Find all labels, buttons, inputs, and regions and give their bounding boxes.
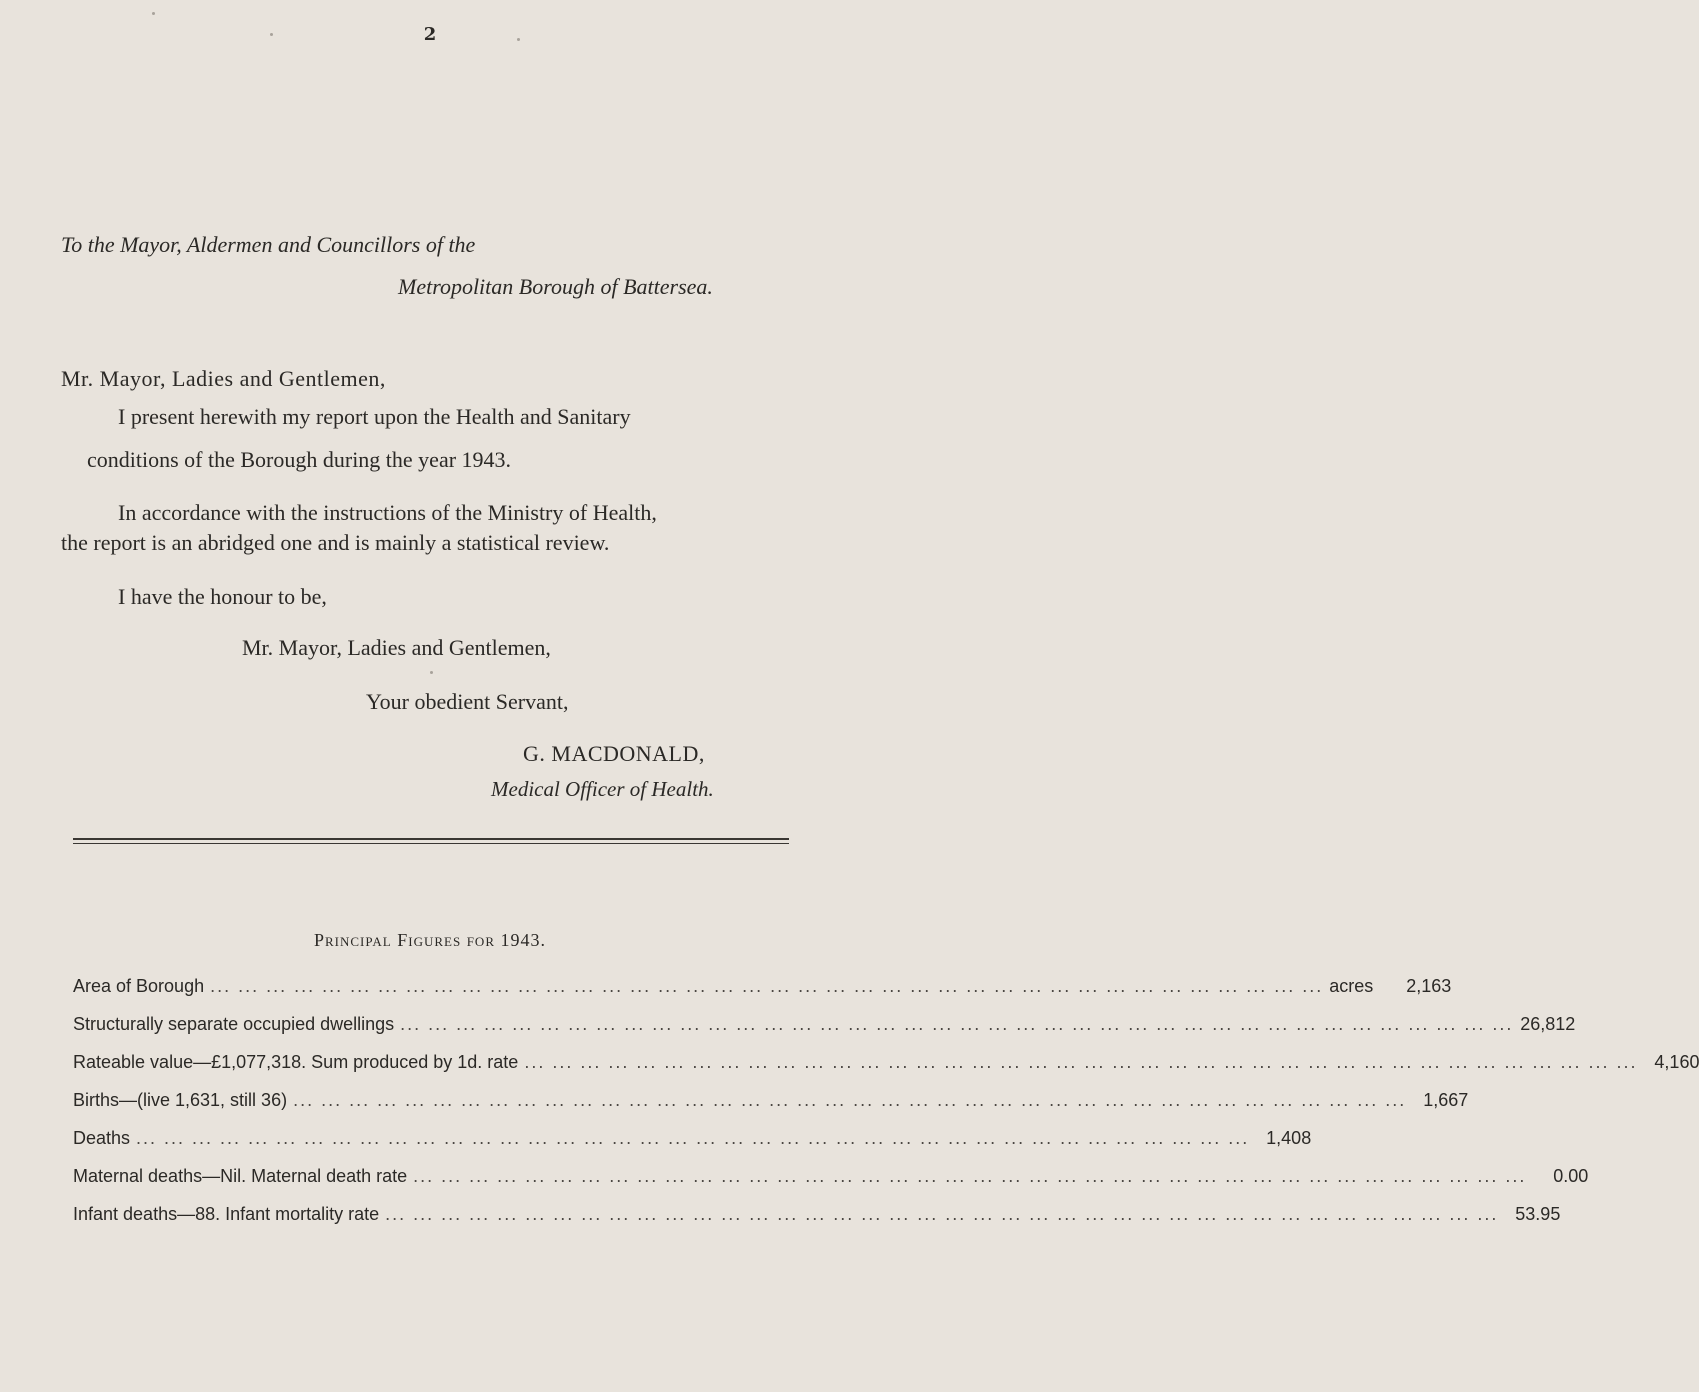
paragraph-1-line-2: conditions of the Borough during the year 1943. bbox=[87, 447, 512, 472]
paper-speck bbox=[152, 12, 155, 15]
figure-label: Infant deaths—88. Infant mortality rate bbox=[73, 1204, 380, 1224]
figure-value: 26,812 bbox=[1520, 1014, 1576, 1034]
figure-value: 53.95 bbox=[1515, 1204, 1561, 1224]
paper-speck bbox=[517, 38, 520, 41]
paragraph-1-line-1: I present herewith my report upon the Health and Sanitary bbox=[118, 404, 631, 429]
signature-name: G. MACDONALD, bbox=[523, 741, 705, 766]
figure-row bbox=[73, 1128, 1312, 1166]
figure-value: 0.00 bbox=[1553, 1166, 1589, 1186]
figure-label: Maternal deaths—Nil. Maternal death rate bbox=[73, 1166, 408, 1186]
dot-leader: ... ... ... ... ... ... ... ... ... ... ... ... ... ... ... ... ... ... ... ... ... ... ... ... ... ... ... ... ... ... ... ... ... ... ... ... ... ... ... ... bbox=[413, 1166, 1527, 1186]
figures-table bbox=[73, 976, 1699, 1242]
figure-row bbox=[73, 1166, 1589, 1204]
page-number: 2 bbox=[423, 24, 437, 45]
closing-servant: Your obedient Servant, bbox=[366, 689, 569, 714]
officer-title: Medical Officer of Health. bbox=[491, 777, 714, 801]
figures-heading: Principal Figures for 1943. bbox=[313, 930, 546, 950]
dot-leader: ... ... ... ... ... ... ... ... ... ... ... ... ... ... ... ... ... ... ... ... ... ... ... ... ... ... ... ... ... ... ... ... ... ... ... ... ... ... ... ... bbox=[136, 1128, 1250, 1148]
figure-label: Births—(live 1,631, still 36) bbox=[73, 1090, 288, 1110]
figure-row bbox=[73, 1052, 1699, 1090]
figure-row bbox=[73, 976, 1452, 1014]
figure-value: 2,163 bbox=[1406, 976, 1452, 996]
figure-value: 4,160 bbox=[1654, 1052, 1699, 1072]
closing-salutation: Mr. Mayor, Ladies and Gentlemen, bbox=[242, 635, 551, 660]
figure-row bbox=[73, 1090, 1469, 1128]
figure-label: Rateable value—£1,077,318. Sum produced by 1d. rate bbox=[73, 1052, 519, 1072]
dot-leader: ... ... ... ... ... ... ... ... ... ... ... ... ... ... ... ... ... ... ... ... ... ... ... ... ... ... ... ... ... ... ... ... ... ... ... ... ... ... ... ... bbox=[400, 1014, 1514, 1034]
paper-speck bbox=[270, 33, 273, 36]
paragraph-2-line-2: the report is an abridged one and is mainly a statistical review. bbox=[61, 530, 610, 555]
divider-rule-thick bbox=[73, 838, 789, 840]
dot-leader: ... ... ... ... ... ... ... ... ... ... ... ... ... ... ... ... ... ... ... ... ... ... ... ... ... ... ... ... ... ... ... ... ... ... ... ... ... ... ... ... bbox=[210, 976, 1324, 996]
figure-label: Area of Borough bbox=[73, 976, 205, 996]
dot-leader: ... ... ... ... ... ... ... ... ... ... ... ... ... ... ... ... ... ... ... ... ... ... ... ... ... ... ... ... ... ... ... ... ... ... ... ... ... ... ... ... bbox=[385, 1204, 1499, 1224]
paragraph-3: I have the honour to be, bbox=[118, 584, 327, 609]
paper-speck bbox=[430, 671, 433, 674]
figure-unit: acres bbox=[1329, 976, 1374, 996]
salutation: Mr. Mayor, Ladies and Gentlemen, bbox=[61, 366, 386, 391]
figure-label: Deaths bbox=[73, 1128, 131, 1148]
divider-rule-thin bbox=[73, 843, 789, 844]
figure-value: 1,408 bbox=[1266, 1128, 1312, 1148]
address-line-1: To the Mayor, Aldermen and Councillors of the bbox=[61, 232, 476, 257]
figure-value: 1,667 bbox=[1423, 1090, 1469, 1110]
dot-leader: ... ... ... ... ... ... ... ... ... ... ... ... ... ... ... ... ... ... ... ... ... ... ... ... ... ... ... ... ... ... ... ... ... ... ... ... ... ... ... ... bbox=[293, 1090, 1407, 1110]
figure-label: Structurally separate occupied dwellings bbox=[73, 1014, 395, 1034]
figure-row bbox=[73, 1204, 1561, 1242]
address-line-2: Metropolitan Borough of Battersea. bbox=[398, 274, 713, 299]
figure-row bbox=[73, 1014, 1576, 1052]
dot-leader: ... ... ... ... ... ... ... ... ... ... ... ... ... ... ... ... ... ... ... ... ... ... ... ... ... ... ... ... ... ... ... ... ... ... ... ... ... ... ... ... bbox=[524, 1052, 1638, 1072]
paragraph-2-line-1: In accordance with the instructions of the Ministry of Health, bbox=[118, 500, 657, 525]
